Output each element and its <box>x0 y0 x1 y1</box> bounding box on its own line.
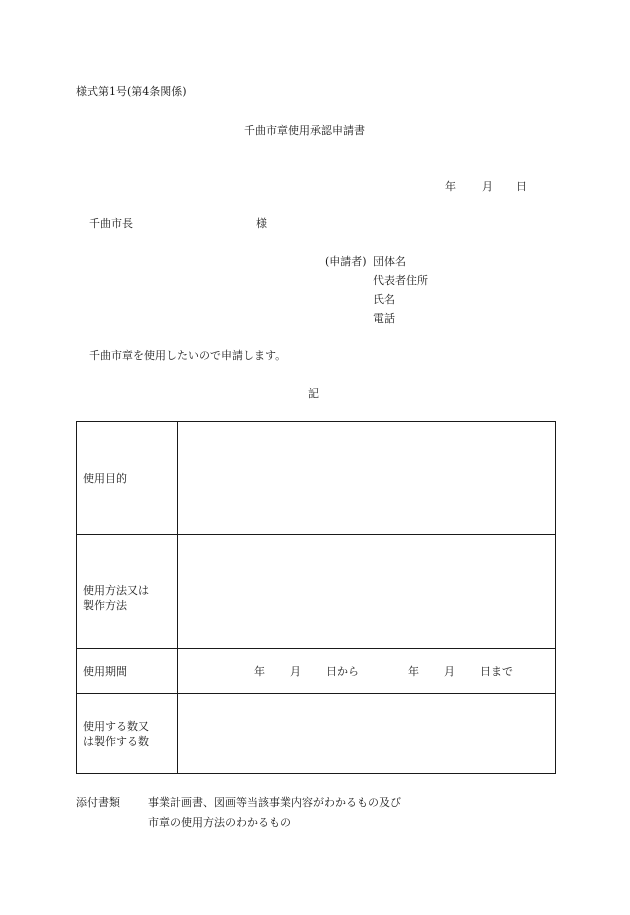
period-from-day: 日から <box>326 665 359 678</box>
applicant-phone-label: 電話 <box>373 312 395 325</box>
attachments-line1: 事業計画書、図画等当該事業内容がわかるもの及び <box>148 796 401 809</box>
applicant-name-label: 氏名 <box>373 293 395 306</box>
ki-marker: 記 <box>308 387 319 400</box>
attachments-label: 添付書類 <box>76 796 120 809</box>
method-label-line1: 使用方法又は <box>83 583 149 597</box>
row-purpose <box>77 422 556 535</box>
period-field[interactable] <box>178 649 556 694</box>
period-from-year: 年 <box>254 665 265 678</box>
request-sentence: 千曲市章を使用したいので申請します。 <box>89 349 287 362</box>
applicant-prefix: (申請者) <box>325 255 367 268</box>
purpose-label: 使用目的 <box>77 422 178 535</box>
applicant-rep-address-label: 代表者住所 <box>373 274 428 287</box>
date-month: 月 <box>482 180 493 193</box>
document-title: 千曲市章使用承認申請書 <box>244 124 365 137</box>
date-day: 日 <box>516 180 527 193</box>
form-number: 様式第1号(第4条関係) <box>76 85 187 98</box>
row-quantity <box>77 694 556 774</box>
period-to-year: 年 <box>408 665 419 678</box>
method-label <box>77 535 178 649</box>
period-to-day: 日まで <box>480 665 513 678</box>
period-label: 使用期間 <box>77 649 178 694</box>
addressee-name: 千曲市長 <box>89 217 133 230</box>
applicant-org-label: 団体名 <box>373 255 406 268</box>
quantity-field[interactable] <box>178 694 556 774</box>
application-table <box>76 421 556 774</box>
row-method <box>77 535 556 649</box>
method-label-line2: 製作方法 <box>83 598 127 612</box>
quantity-label-line2: は製作する数 <box>83 734 149 748</box>
purpose-field[interactable] <box>178 422 556 535</box>
method-field[interactable] <box>178 535 556 649</box>
attachments-line2: 市章の使用方法のわかるもの <box>148 816 291 829</box>
period-from-month: 月 <box>290 665 301 678</box>
quantity-label-line1: 使用する数又 <box>83 719 149 733</box>
row-period <box>77 649 556 694</box>
quantity-label <box>77 694 178 774</box>
period-to-month: 月 <box>444 665 455 678</box>
addressee-honorific: 様 <box>256 217 267 230</box>
date-year: 年 <box>445 180 456 193</box>
